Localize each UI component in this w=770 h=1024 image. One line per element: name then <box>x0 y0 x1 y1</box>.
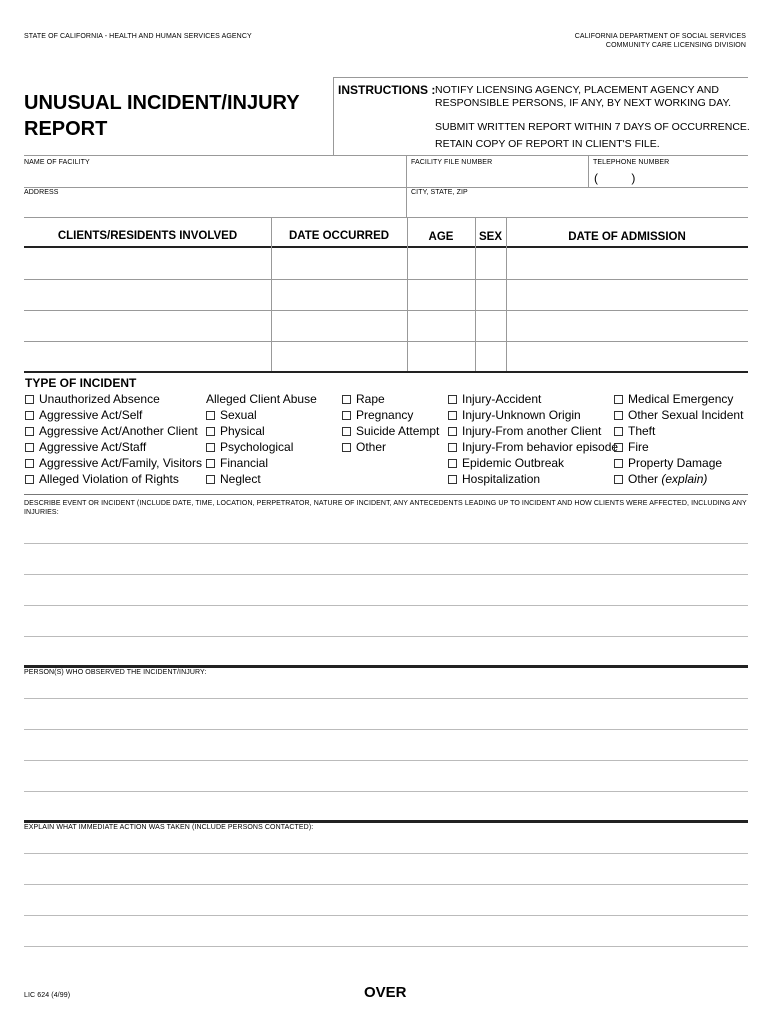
instruction-line2: RESPONSIBLE PERSONS, IF ANY, BY NEXT WORKING DAY. <box>435 97 732 109</box>
checkbox-rape[interactable]: Rape <box>342 391 439 407</box>
clients-table-body <box>24 249 748 370</box>
describe-label: DESCRIBE EVENT OR INCIDENT (INCLUDE DATE, TIME, LOCATION, PERPETRATOR, NATURE OF INCIDENT, ANY ANTECEDENTS LEADING UP TO INCIDENT AND HOW CLIENTS WERE AFFECTED, INCLUDING ANY INJURIES: <box>24 500 747 516</box>
checkbox-injury-behavior[interactable]: Injury-From behavior episode <box>448 439 618 455</box>
checkbox-icon[interactable] <box>614 459 623 468</box>
checkbox-icon[interactable] <box>342 427 351 436</box>
instructions-text <box>435 84 750 151</box>
checkbox-injury-another-client[interactable]: Injury-From another Client <box>448 423 618 439</box>
facility-file-number-label: FACILITY FILE NUMBER <box>411 159 493 166</box>
checkbox-theft[interactable]: Theft <box>614 423 743 439</box>
checkbox-unauthorized-absence[interactable]: Unauthorized Absence <box>25 391 202 407</box>
col-sex: SEX <box>478 231 502 243</box>
checkbox-pregnancy[interactable]: Pregnancy <box>342 407 439 423</box>
checkbox-icon[interactable] <box>206 459 215 468</box>
checkbox-icon[interactable] <box>448 395 457 404</box>
action-textarea[interactable] <box>24 832 748 972</box>
checkbox-other-explain[interactable]: Other (explain) <box>614 471 743 487</box>
checkbox-icon[interactable] <box>25 395 34 404</box>
type-of-incident-heading: TYPE OF INCIDENT <box>25 376 137 390</box>
checkbox-icon[interactable] <box>614 427 623 436</box>
title-line2: REPORT <box>24 118 108 140</box>
instruction-line4: RETAIN COPY OF REPORT IN CLIENT'S FILE. <box>435 138 660 150</box>
checkbox-icon[interactable] <box>342 411 351 420</box>
instructions-label: INSTRUCTIONS : <box>338 83 436 97</box>
facility-file-number-field[interactable] <box>411 168 583 185</box>
action-label: EXPLAIN WHAT IMMEDIATE ACTION WAS TAKEN (INCLUDE PERSONS CONTACTED): <box>24 824 314 831</box>
city-state-zip-field[interactable] <box>411 198 745 215</box>
telephone-field[interactable]: ( ) <box>594 171 636 185</box>
incident-col1 <box>25 391 202 487</box>
checkbox-icon[interactable] <box>614 443 623 452</box>
table-row[interactable] <box>24 342 748 370</box>
city-state-zip-label: CITY, STATE, ZIP <box>411 189 468 196</box>
checkbox-icon[interactable] <box>25 443 34 452</box>
checkbox-sexual[interactable]: Sexual <box>206 407 317 423</box>
checkbox-financial[interactable]: Financial <box>206 455 317 471</box>
checkbox-icon[interactable] <box>206 443 215 452</box>
checkbox-other[interactable]: Other <box>342 439 439 455</box>
checkbox-icon[interactable] <box>448 443 457 452</box>
address-label: ADDRESS <box>24 189 59 196</box>
checkbox-icon[interactable] <box>25 411 34 420</box>
table-row[interactable] <box>24 311 748 341</box>
col-date-occurred: DATE OCCURRED <box>288 230 390 242</box>
table-row[interactable] <box>24 249 748 279</box>
checkbox-icon[interactable] <box>25 427 34 436</box>
incident-col5 <box>614 391 743 487</box>
page-title <box>24 90 300 142</box>
alleged-client-abuse-label: Alleged Client Abuse <box>206 392 317 406</box>
incident-col2 <box>206 391 317 487</box>
checkbox-aggressive-staff[interactable]: Aggressive Act/Staff <box>25 439 202 455</box>
checkbox-aggressive-family[interactable]: Aggressive Act/Family, Visitors <box>25 455 202 471</box>
checkbox-psychological[interactable]: Psychological <box>206 439 317 455</box>
address-field[interactable] <box>24 198 402 215</box>
checkbox-physical[interactable]: Physical <box>206 423 317 439</box>
checkbox-aggressive-self[interactable]: Aggressive Act/Self <box>25 407 202 423</box>
checkbox-icon[interactable] <box>342 395 351 404</box>
checkbox-injury-unknown[interactable]: Injury-Unknown Origin <box>448 407 618 423</box>
form-id: LIC 624 (4/99) <box>24 992 71 999</box>
col-clients: CLIENTS/RESIDENTS INVOLVED <box>57 230 238 242</box>
checkbox-icon[interactable] <box>448 411 457 420</box>
observed-textarea[interactable] <box>24 677 748 819</box>
checkbox-icon[interactable] <box>614 411 623 420</box>
col-date-of-admission: DATE OF ADMISSION <box>568 231 686 243</box>
agency-right-line2: COMMUNITY CARE LICENSING DIVISION <box>605 42 746 49</box>
checkbox-other-sexual[interactable]: Other Sexual Incident <box>614 407 743 423</box>
facility-name-label: NAME OF FACILITY <box>24 159 90 166</box>
agency-left: STATE OF CALIFORNIA - HEALTH AND HUMAN SERVICES AGENCY <box>24 33 252 40</box>
checkbox-icon[interactable] <box>206 411 215 420</box>
checkbox-icon[interactable] <box>206 475 215 484</box>
over-label: OVER <box>364 984 407 1001</box>
incident-col4 <box>448 391 618 487</box>
checkbox-icon[interactable] <box>25 475 34 484</box>
checkbox-aggressive-another-client[interactable]: Aggressive Act/Another Client <box>25 423 202 439</box>
checkbox-injury-accident[interactable]: Injury-Accident <box>448 391 618 407</box>
checkbox-icon[interactable] <box>448 459 457 468</box>
checkbox-icon[interactable] <box>448 427 457 436</box>
checkbox-icon[interactable] <box>448 475 457 484</box>
col-age: AGE <box>428 231 454 243</box>
checkbox-icon[interactable] <box>614 395 623 404</box>
table-row[interactable] <box>24 280 748 310</box>
checkbox-violation-of-rights[interactable]: Alleged Violation of Rights <box>25 471 202 487</box>
observed-label: PERSON(S) WHO OBSERVED THE INCIDENT/INJURY: <box>24 669 207 676</box>
describe-textarea[interactable] <box>24 516 748 664</box>
checkbox-icon[interactable] <box>342 443 351 452</box>
incident-col3 <box>342 391 439 455</box>
instruction-line1: NOTIFY LICENSING AGENCY, PLACEMENT AGENCY AND <box>435 84 719 96</box>
checkbox-neglect[interactable]: Neglect <box>206 471 317 487</box>
checkbox-icon[interactable] <box>206 427 215 436</box>
checkbox-property-damage[interactable]: Property Damage <box>614 455 743 471</box>
checkbox-medical-emergency[interactable]: Medical Emergency <box>614 391 743 407</box>
telephone-label: TELEPHONE NUMBER <box>593 159 670 166</box>
checkbox-fire[interactable]: Fire <box>614 439 743 455</box>
checkbox-suicide-attempt[interactable]: Suicide Attempt <box>342 423 439 439</box>
checkbox-epidemic-outbreak[interactable]: Epidemic Outbreak <box>448 455 618 471</box>
checkbox-icon[interactable] <box>25 459 34 468</box>
agency-right <box>575 32 746 50</box>
facility-name-field[interactable] <box>24 168 402 185</box>
title-line1: UNUSUAL INCIDENT/INJURY <box>24 92 300 114</box>
instruction-line3: SUBMIT WRITTEN REPORT WITHIN 7 DAYS OF OCCURRENCE. <box>435 121 750 133</box>
checkbox-icon[interactable] <box>614 475 623 484</box>
agency-right-line1: CALIFORNIA DEPARTMENT OF SOCIAL SERVICES <box>574 33 746 40</box>
checkbox-hospitalization[interactable]: Hospitalization <box>448 471 618 487</box>
